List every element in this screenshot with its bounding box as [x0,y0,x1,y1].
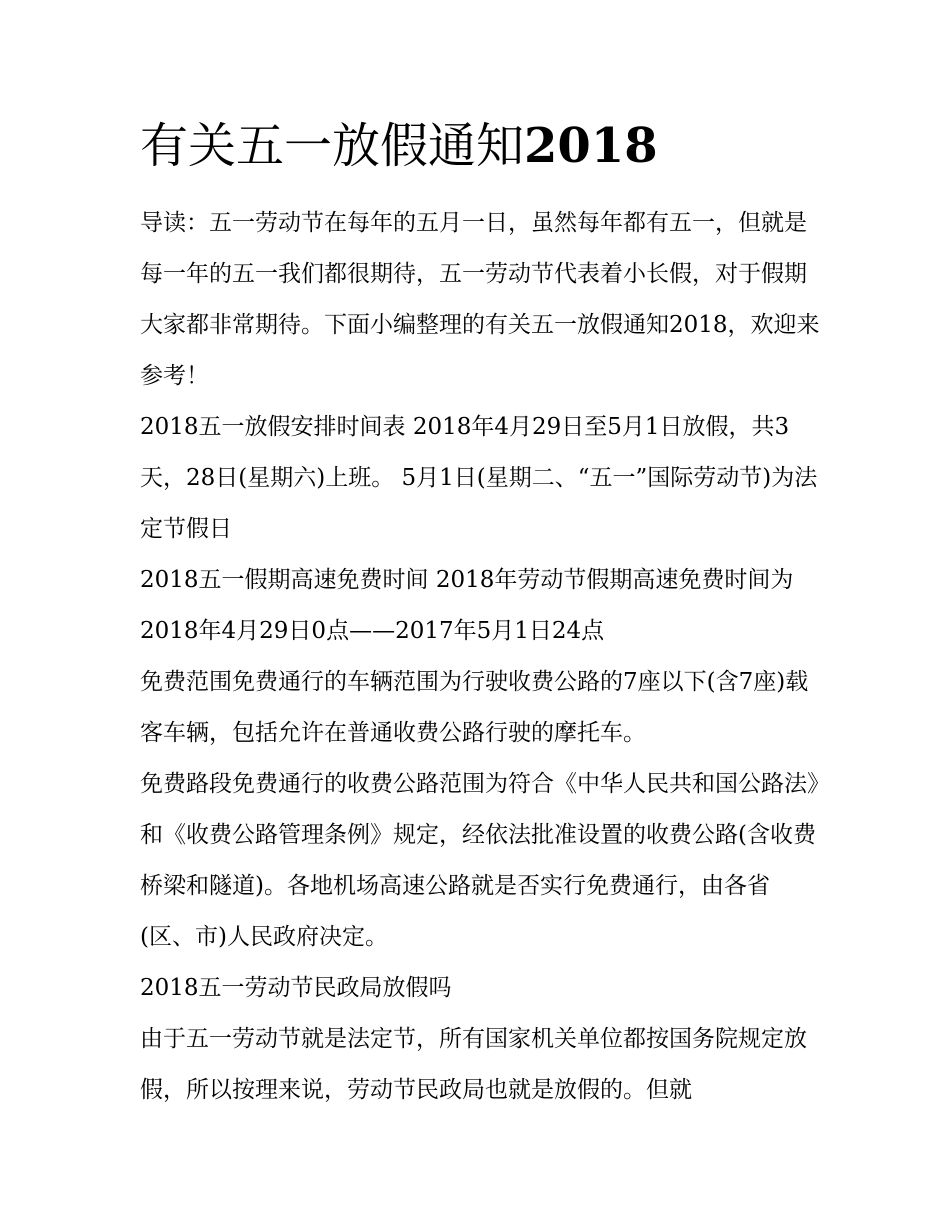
paragraph-highway-free-time: 2018五一假期高速免费时间 2018年劳动节假期高速免费时间为2018年4月29日0点——2017年5月1日24点 [140,567,794,644]
paragraph-civil-affairs-heading: 2018五一劳动节民政局放假吗 [140,975,452,1001]
paragraph-free-vehicle-scope: 免费范围免费通行的车辆范围为行驶收费公路的7座以下(含7座)载客车辆，包括允许在普通收费公路行驶的摩托车。 [140,669,809,746]
document-title-year: 2018 [524,118,658,174]
document-title-text: 有关五一放假通知 [140,118,525,174]
paragraph-holiday-schedule: 2018五一放假安排时间表 2018年4月29日至5月1日放假，共3天，28日(星期六)上班。 5月1日(星期二、“五一”国际劳动节)为法定节假日 [140,414,818,542]
paragraph-intro: 导读：五一劳动节在每年的五月一日，虽然每年都有五一，但就是每一年的五一我们都很期待，五一劳动节代表着小长假，对于假期大家都非常期待。下面小编整理的有关五一放假通知2018，欢迎来参考！ [140,210,820,389]
document-title [140,114,658,178]
paragraph-free-road-scope: 免费路段免费通行的收费公路范围为符合《中华人民共和国公路法》和《收费公路管理条例》规定，经依法批准设置的收费公路(含收费桥梁和隧道)。各地机场高速公路就是否实行免费通行，由各省(区、市)人民政府决定。 [140,771,819,950]
document-body [140,198,820,1116]
paragraph-civil-affairs-body: 由于五一劳动节就是法定节，所有国家机关单位都按国务院规定放假，所以按理来说，劳动节民政局也就是放假的。但就 [140,1026,807,1103]
